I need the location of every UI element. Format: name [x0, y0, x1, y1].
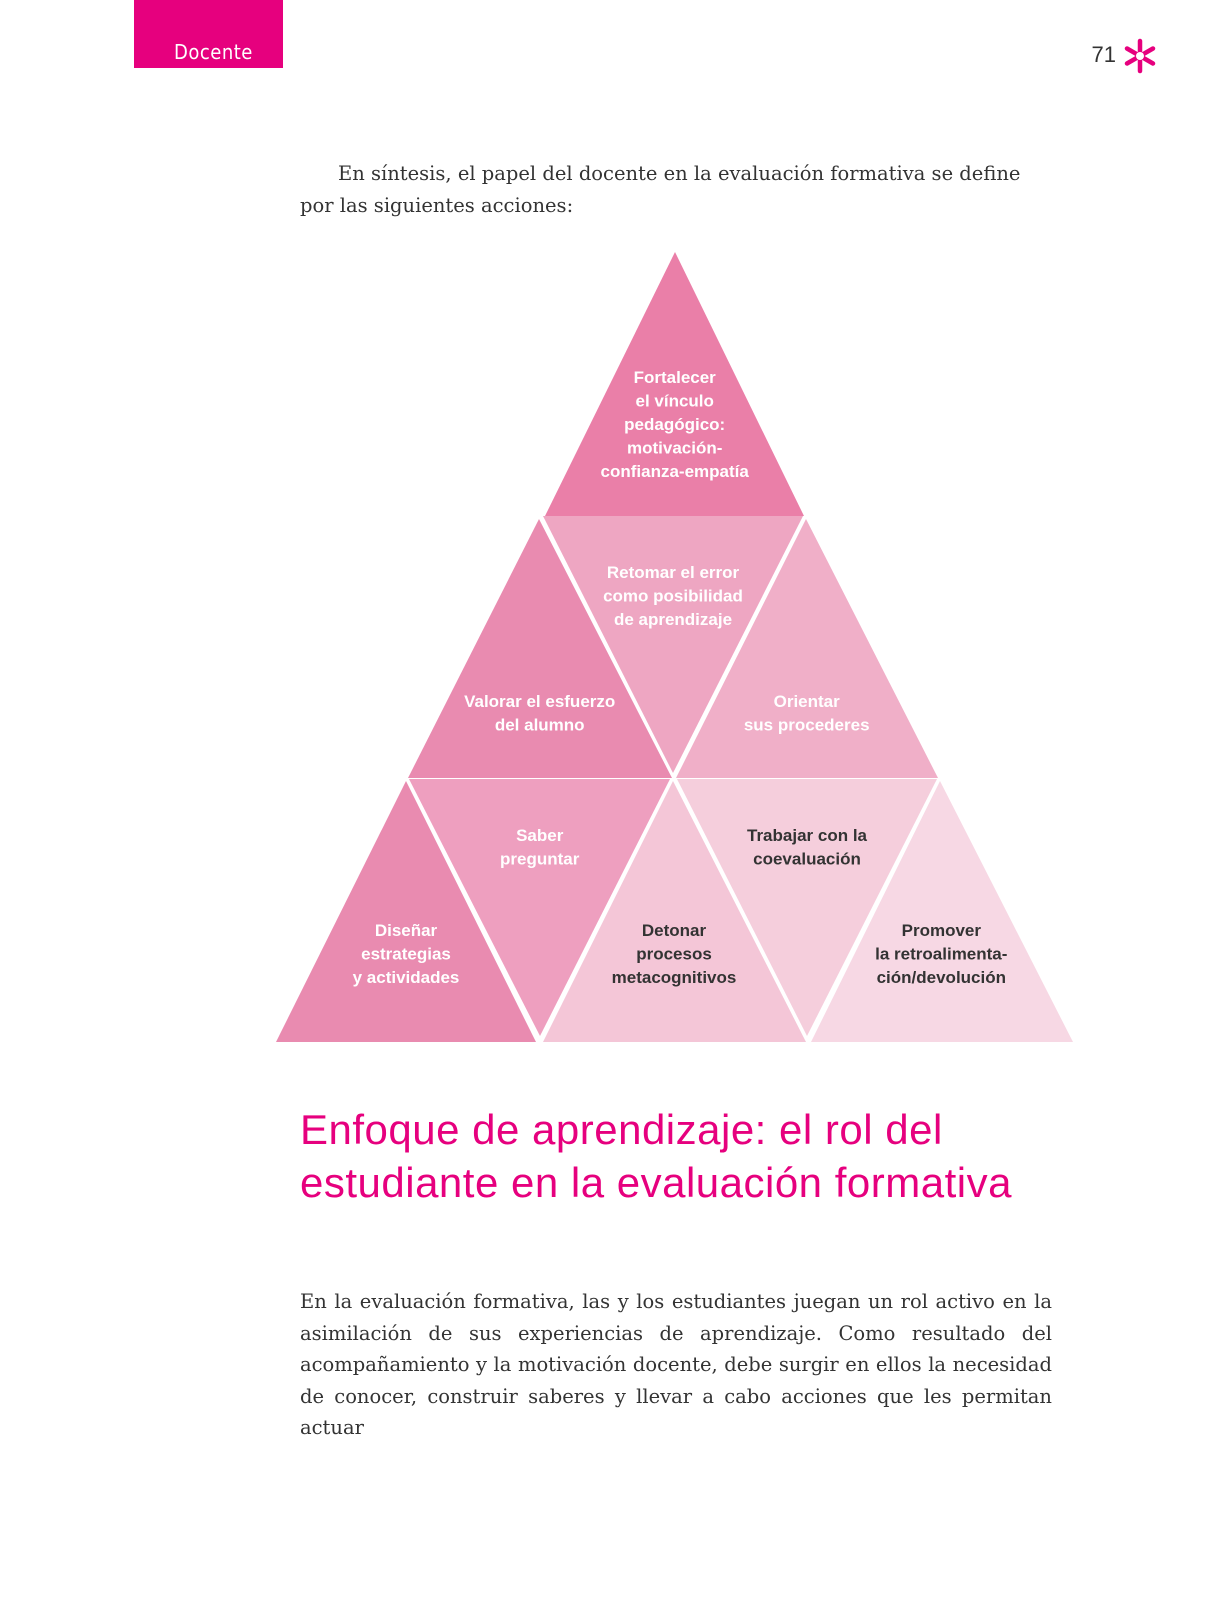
- tri-disenar-line: y actividades: [352, 968, 460, 987]
- intro-paragraph: En síntesis, el papel del docente en la evaluación formativa se define por las siguientes acciones:: [300, 162, 1021, 217]
- tri-retomar-line: de aprendizaje: [613, 610, 733, 629]
- tri-disenar-line: estrategias: [361, 944, 451, 964]
- tri-disenar-line: Diseñar: [374, 921, 438, 940]
- tri-saber-line: preguntar: [500, 849, 580, 869]
- tri-promover-line: la retroalimenta-: [875, 944, 1008, 964]
- tri-fortalecer-line: confianza-empatía: [600, 462, 749, 481]
- tri-fortalecer-line: Fortalecer: [633, 368, 716, 387]
- tri-retomar-line: como posibilidad: [603, 586, 743, 606]
- tri-detonar-line: Detonar: [641, 921, 707, 940]
- tri-detonar-line: procesos: [636, 944, 712, 964]
- tri-fortalecer-line: pedagógico:: [624, 415, 726, 434]
- tri-detonar-line: metacognitivos: [611, 968, 737, 987]
- page-number: 71: [1091, 42, 1116, 67]
- tri-orientar-line: sus procederes: [743, 715, 870, 735]
- tri-valorar-line: del alumno: [494, 715, 585, 735]
- tri-fortalecer-line: motivación-: [626, 438, 723, 458]
- tri-retomar-label: [603, 563, 743, 629]
- tri-trabajar-line: coevaluación: [753, 849, 861, 869]
- tri-trabajar-line: Trabajar con la: [747, 826, 867, 845]
- section-tab-label: Docente: [174, 40, 253, 64]
- tri-retomar-line: Retomar el error: [606, 563, 740, 582]
- tri-promover-line: ción/devolución: [876, 968, 1007, 987]
- tri-valorar-line: Valorar el esfuerzo: [464, 692, 616, 711]
- tri-promover-line: Promover: [901, 921, 981, 940]
- tri-orientar-line: Orientar: [773, 692, 840, 711]
- body-paragraph: En la evaluación formativa, las y los estudiantes juegan un rol activo en la asimilación de sus experiencias de aprendizaje. Como resultado del acompañamiento y la motivación docente, debe surgir en ellos la necesidad de conocer, construir saberes y llevar a cabo acciones que les permitan actuar: [300, 1290, 1052, 1439]
- section-heading: Enfoque de aprendizaje: el rol del estudiante en la evaluación formativa: [300, 1106, 1012, 1206]
- tri-fortalecer-line: el vínculo: [635, 391, 714, 411]
- tri-saber-line: Saber: [516, 826, 564, 845]
